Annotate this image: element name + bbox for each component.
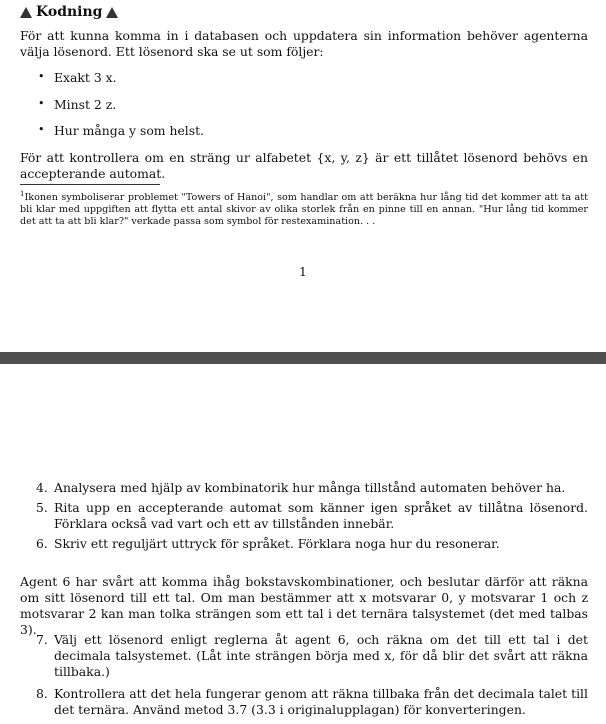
automaton-paragraph: För att kontrollera om en sträng ur alfabetet {x, y, z} är ett tillåtet lösenord behövs en accepterande automat. <box>20 150 588 181</box>
rule-item: • Minst 2 z. <box>38 96 117 112</box>
task-list-b <box>36 632 588 724</box>
footnote-rule <box>20 184 160 185</box>
task-item: 6. Skriv ett reguljärt uttryck för språket. Förklara noga hur du resonerar. <box>36 536 500 551</box>
page-2 <box>0 364 606 720</box>
task-item: 4. Analysera med hjälp av kombinatorik hur många tillstånd automaten behöver ha. <box>36 480 566 495</box>
task-list-a <box>36 480 588 556</box>
footnote-text: Ikonen symboliserar problemet "Towers of Hanoi", som handlar om att beräkna hur lång tid det kommer att ta att bli klar med uppgiften att flytta ett antal skivor av olika storlek från en pinne till en annan. "Hur lång tid kommer det att ta att bli klar?" verkade passa som symbol för restexamination. . . <box>20 192 588 228</box>
rule-item: • Exakt 3 x. <box>38 70 117 85</box>
task-item: 7. Välj ett lösenord enligt reglerna åt agent 6, och räkna om det till ett tal i det decimala talsystemet. (Låt inte strängen börja med x, för då blir det svårt att räkna tillbaka.) <box>36 632 588 679</box>
page-number: 1 <box>299 264 307 279</box>
page-separator <box>0 352 606 364</box>
heading-text: Kodning <box>36 4 103 20</box>
hanoi-icon <box>20 7 32 18</box>
task-item: 5. Rita upp en accepterande automat som känner igen språket av tillåtna lösenord. Förklara också vad vart och ett av tillstånden innebär. <box>36 500 588 531</box>
footnote <box>20 188 588 228</box>
rule-item: • Hur många y som helst. <box>38 123 205 138</box>
page-1 <box>0 0 606 352</box>
agent-paragraph: Agent 6 har svårt att komma ihåg bokstavskombinationer, och beslutar därför att räkna om sitt lösenord till ett tal. Om man bestämmer att x motsvarar 0, y motsvarar 1 och z motsvarar 2 kan man tolka strängen som ett tal i det ternära talsystemet (det med talbas 3). <box>20 574 588 637</box>
task-item: 8. Kontrollera att det hela fungerar genom att räkna tillbaka från det decimala talet till det ternära. Använd metod 3.7 (3.3 i originalupplagan) för konverteringen. <box>36 686 588 717</box>
footnote-marker: 1 <box>20 190 25 198</box>
section-heading <box>20 4 118 20</box>
rules-list <box>38 70 204 150</box>
hanoi-icon <box>106 7 118 18</box>
intro-paragraph: För att kunna komma in i databasen och uppdatera sin information behöver agenterna välja lösenord. Ett lösenord ska se ut som följer: <box>20 28 588 59</box>
